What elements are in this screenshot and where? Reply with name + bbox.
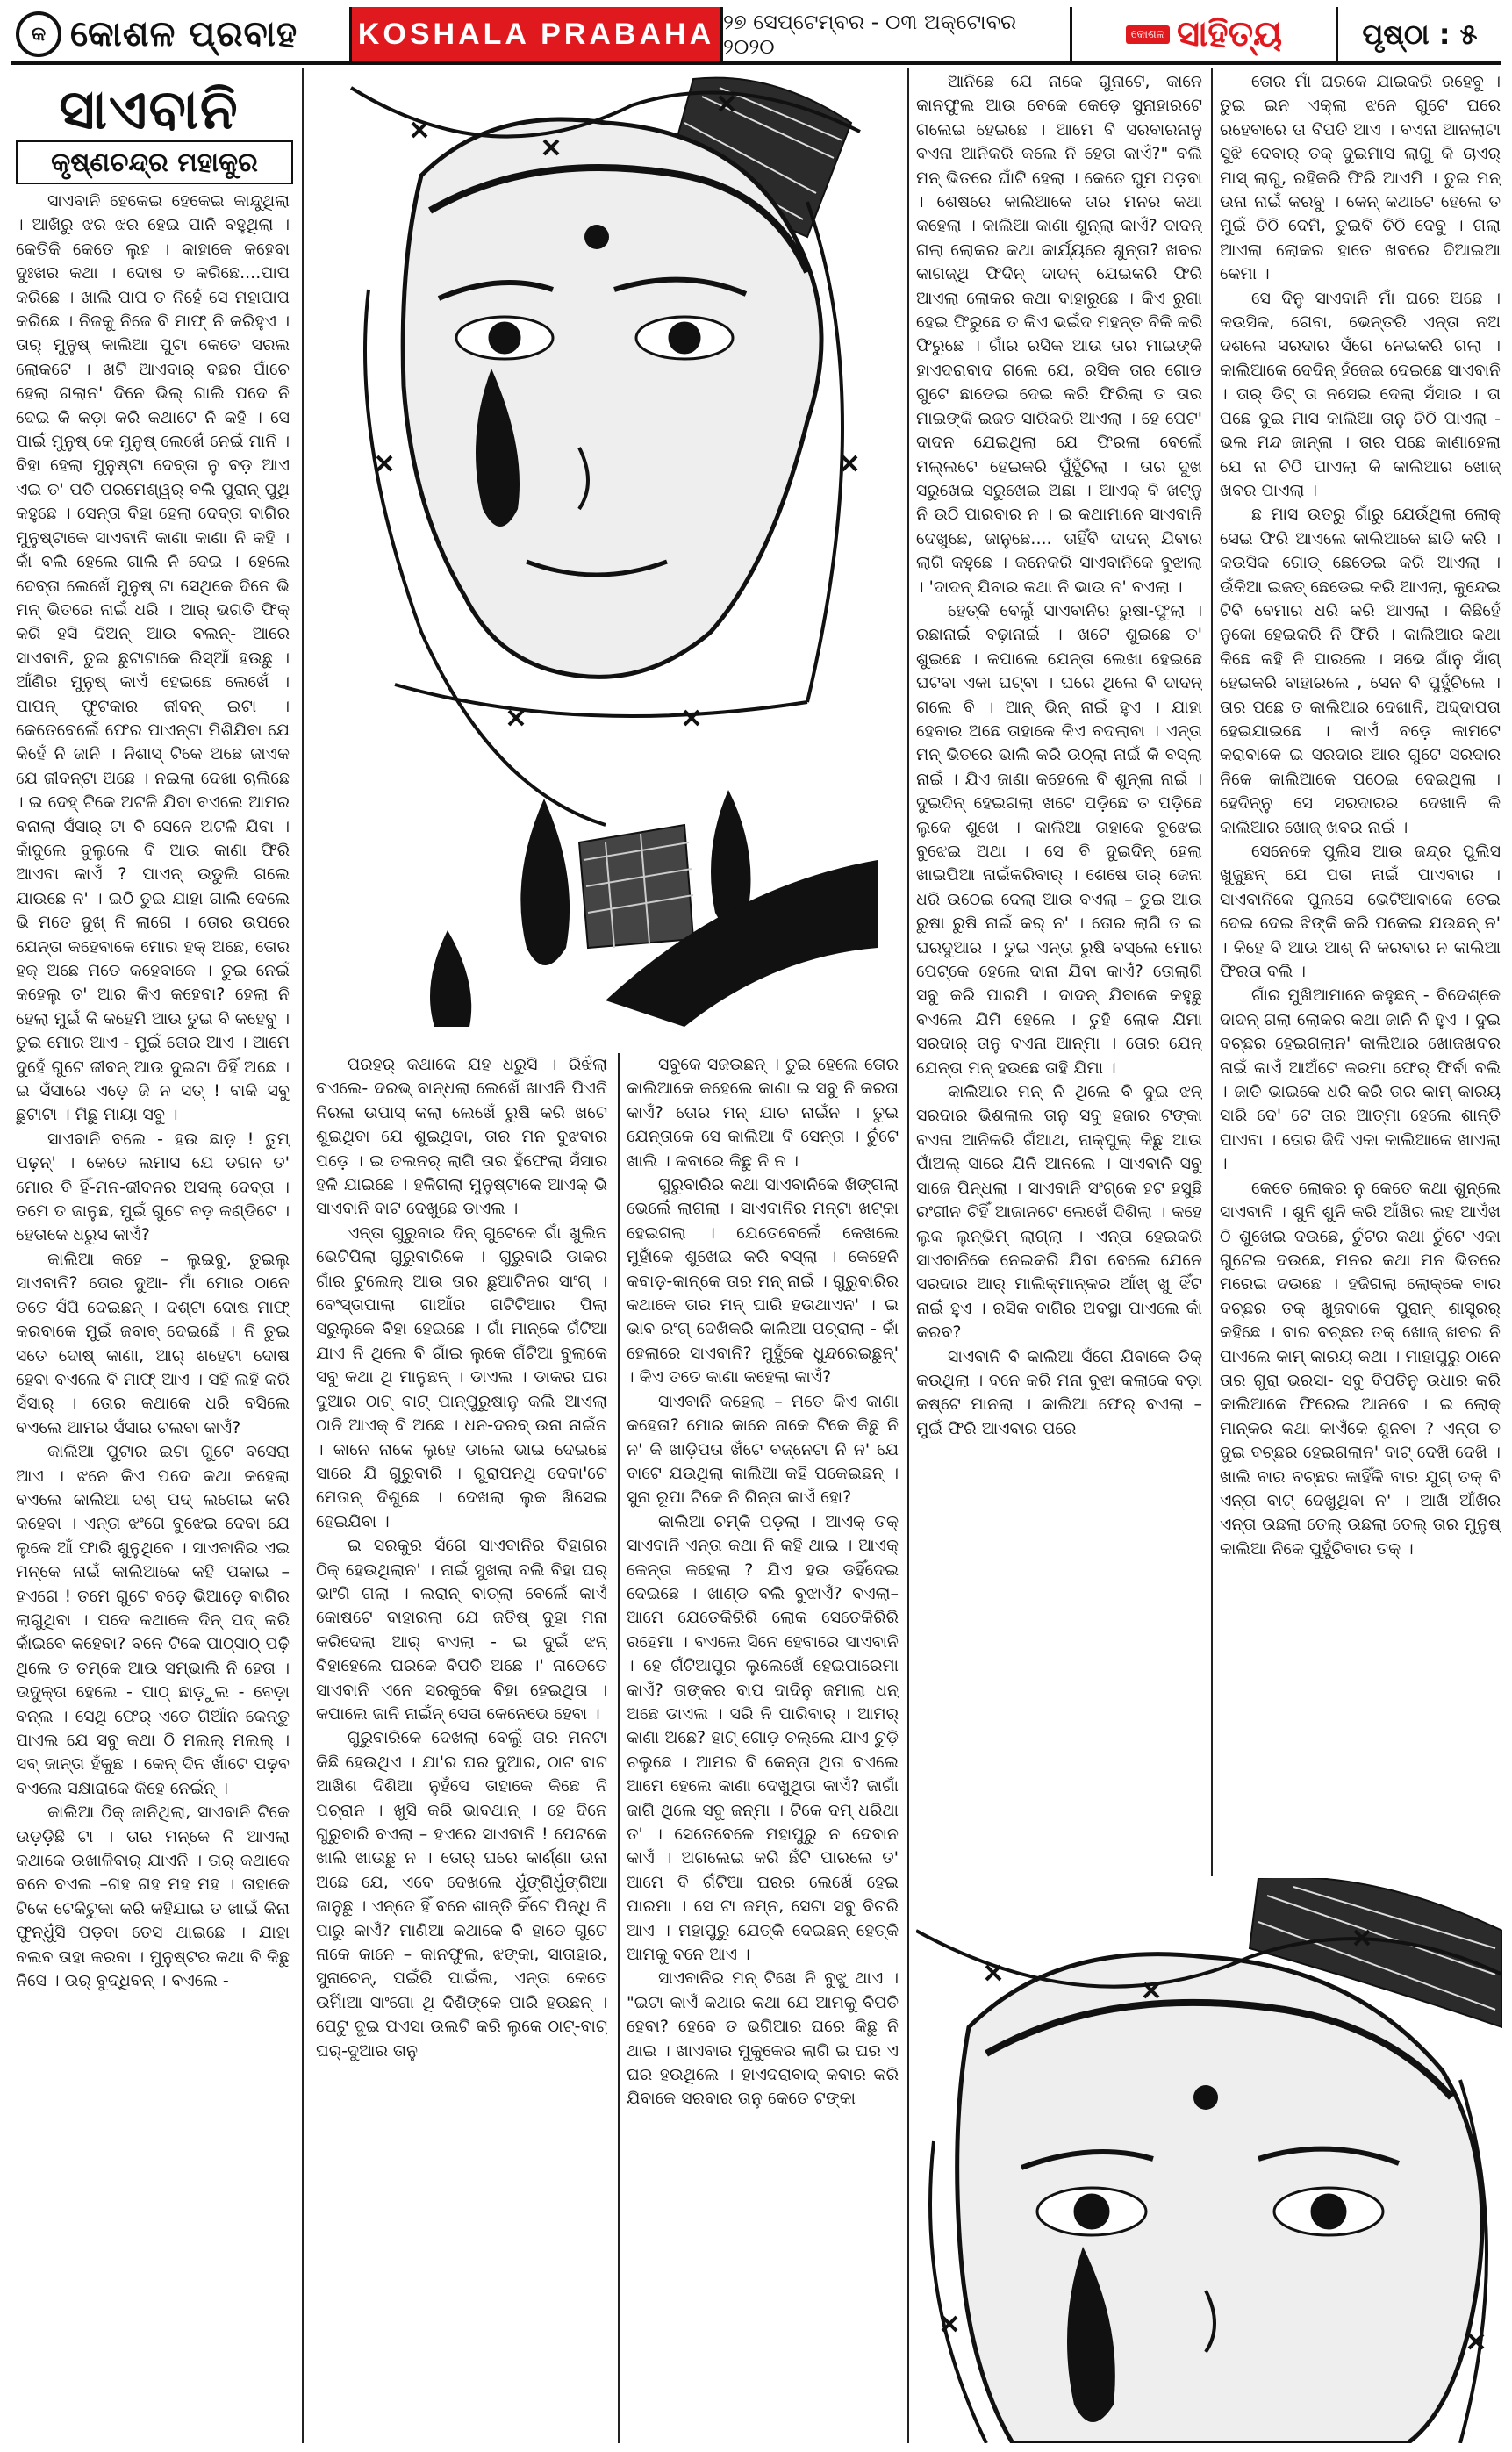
issue-date: ୨୭ ସେପ୍ଟେମ୍ବର - ୦୩ ଅକ୍ଟୋବର ୨୦୨୦ (723, 7, 1072, 61)
paragraph: ସାଏବାନିର ମନ୍ ଟିଖେ ନି ବୁଝୁ ଥାଏ । "ଇଟା କାଏଁ କଥାର କଥା ଯେ ଆମକୁ ବିପତି ହେବା? ହେବେ ତ ଭଗିଆର ଘରେ କିଛୁ ନି ଥାଇ । ଖାଏବାର ମୁକୁକେର ଲାଗି ଇ ଘର ଏ ଘର ହଉଥିଲେ । ହାଏଦରାବାଦ୍ କବାର କରି ଯିବାକେ ସରବାର ତାନୁ କେତେ ଟଙ୍କା (627, 1968, 899, 2109)
logo-emblem-icon: କ (16, 11, 61, 57)
paragraph: ସାଏବାନି ବି କାଲିଆ ସଁଗେ ଯିବାକେ ଡିକ୍ କଉଥିଲା । ବନେ କରି ମନା ବୁଝା କଲାକେ ବଡ଼ା କଷ୍ଟେ ମାନଲା । କାଲିଆ ଫେର୍ ବଏଲା – ମୁଇଁ ଫିରି ଆଏବାର ପରେ (916, 1346, 1202, 1438)
page-number: ପୃଷ୍ଠା : ୫ (1362, 17, 1478, 51)
paragraph: ଗାଁର ମୁଖିଆମାନେ କହୁଛନ୍ - ବିଦେଶ୍କେ ଦାଦନ୍ ଗଲା ଲୋକର କଥା ଜାନି ନି ହୁଏ । ଦୁଇ ବଚ୍ଛର ହେଇଗଲାନ' କାଲିଆର ଖୋଜଖବର ନାଇଁ କାଏଁ ଆଅଁଟେ କରମା ଫେର୍ ଫିର୍ବା ବଲି । ଜାତି ଭାଇକେ ଧରି କରି ତାର କାମ୍ କାରୟ ସାରି ଦେ' ଟେ ତାର ଆତ୍ମା ହେଲେ ଶାନ୍ତି ପାଏବା । ତୋର ଜିଦି ଏକା କାଲିଆକେ ଖାଏଲା । (1220, 986, 1501, 1174)
paragraph: ଛ ମାସ ଉତରୁ ଗାଁରୁ ଯେଉଁଥିଲା ଲୋକ୍ ସେଇ ଫିରି ଆଏଲେ କାଲିଆକେ ଛାଡି କରି । କଉସିକ ଗୋଡ୍ ଛେଡେଇ କରି ଆଏଲା । ଉଁକିଆ ଇଜତ୍ ଛେଡେଇ କରି ଆଏଲା, କୁନ୍ଦେଇ ଟିବି ବେମାର ଧରି କରି ଆଏଲା । କିଛିହେଁ ନୁକୋ ହେଇକରି ନି ଫିରି । କାଲିଆର କଥା କିଛେ କହି ନି ପାରଲେ । ସଭେ ଗାଁନୁ ସାଁଗ୍ ହେଇକରି ବାହାରଲେ , ସେନ ବି ପୁହୁଁଚିଲେ । ତାର ପଛେ ତ କାଲିଆର ଦେଖାନି, ଅଦ୍ଦ୍ଦାପତା ହେଇଯାଇଛେ । କାଏଁ ବଡ଼େ କାମଟେ କରାବାକେ ଇ ସରଦାର ଆର ଗୁଟେ ସରଦାର ନିକେ କାଲିଆକେ ପଠେଇ ଦେଇଥିଲା । ହେଦିନ୍ନୁ ସେ ସରଦାରର ଦେଖାନି କି କାଲିଆର ଖୋଜ୍ ଖବର ନାଇଁ । (1220, 505, 1501, 837)
hatched-block (579, 825, 693, 948)
author-byline: କୃଷ୍ଣଚନ୍ଦ୍ର ମହାକୁର (16, 140, 293, 184)
paragraph: କାଲିଆ ଠିକ୍ ଜାନିଥିଲା, ସାଏବାନି ଟିକେ ଉଡ଼ଡ଼ିଛି ଟା । ତାର ମନ୍କେ ନି ଆଏଲା କଥାକେ ଉଖାଳିବାର୍ ଯାଏନି । ତାର୍ କଥାକେ ବନେ ବଏଲ –ଗହ ଗହ ମହ ମହ । ତାହାକେ ଟିକେ ଟେକିଟୁକା କରି କହିଯାଇ ତ ଖାଇଁ କିନା ଫୁନ୍ଧୁଁସି ପଡ଼ବା ତେସ ଥାଇଛେ । ଯାହା ବଲବ ତାହା କରବା । ମୁନୁଷ୍ଟର କଥା ବି କିଛୁ ନିସେ । ଉର୍ ବୁଦ୍ଧିବନ୍ । ବଏଲେ - (16, 1803, 290, 1991)
paragraph: ସାଏବାନି କହେଲା – ମତେ କିଏ କାଣା କହେତା? ମୋର କାନେ ନାକେ ଟିକେ କିଛୁ ନି ନ' କି ଖାଡ଼ିପତା ଖଁଟେ ବଜ୍ନେଟା ନି ନ' ଯେ ବାଟେ ଯଉଥିଲା କାଲିଆ କହି ପକେଇଛନ୍ । ସୁନା ରୂପା ଟିକେ ନି ଗିନ୍ତା କାଏଁ ହୋ? (627, 1391, 899, 1508)
paragraph: ସବୁକେ ସଜଉଛନ୍ । ତୁଇ ହେଲେ ତୋର କାଲିଆକେ କହେଲେ କାଣା ଇ ସବୁ ନି କରତା କାଏଁ? ତୋର ମନ୍ ଯାଚ ନାଇଁନ । ତୁଇ ଯେନ୍ତାକେ ସେ କାଲିଆ ବି ସେନ୍ତା । ଚୁଁଟେ ଖାଲି । କବାରେ କିଛୁ ନି ନ । (627, 1055, 899, 1171)
paragraph: ତୋର ମାଁ ଘରକେ ଯାଇକରି ରହେବୁ । ତୁଇ ଇନ ଏକ୍ଲା ଝନେ ଗୁଟେ ଘରେ ରହେବାରେ ତା ବିପତି ଆଏ । ବଏନା ଆନଲାଟା ସୁଝି ଦେବାର୍ ତକ୍ ଦୁଇମାସ ଲାଗୁ କି ଚାଏର୍ ମାସ୍ ଲାଗୁ, ରହିକରି ଫିରି ଆଏମି । ତୁଇ ମନ୍ ଉନା ନାଇଁ କରବୁ । କେନ୍ କଥାଟେ ହେଲେ ତ ମୁଇଁ ଚିଠି ଦେମି, ତୁଇବି ଚିଠି ଦେବୁ । ଗଲା ଆଏଲା ଲୋକର ହାତେ ଖବରେ ଦିଆଇଆ କେମା । (1220, 72, 1501, 284)
paragraph: ସେନେକେ ପୁଲିସ ଆଉ ଜନ୍ଦ୍ର ପୁଲିସ ଖୁଜୁଛନ୍ ଯେ ପତା ନାଇଁ ପାଏବାର । ସାଏବାନିକେ ପୁଲସେ ଭେଟିଆବାକେ ତେଇ ଦେଇ ଦେଇ ଝିଙ୍କି କରି ପକେଇ ଯଉଛନ୍ ନ' । କିହେ ବି ଆଉ ଆଶ୍ ନି କରବାର ନ କାଲିଆ ଫିରତା ବଲି । (1220, 842, 1501, 982)
article-column-5 (1220, 70, 1501, 1869)
article-column-4 (916, 70, 1202, 1869)
story-illustration-repeat (916, 1878, 1502, 2443)
masthead (11, 7, 1501, 65)
story-illustration (316, 70, 895, 1044)
paragraph: କେତେ ଲୋକର ନୁ କେତେ କଥା ଶୁନ୍ଲେ ସାଏବାନି । ଶୁନି ଶୁନି କରି ଆଁଖିର ଲହ ଆଏଁଖ ଠି ଶୁଖେଇ ଦଉଛେ, ଚୁଁଟର କଥା ଚୁଁଟେ ଏକା ଗୁଟେଇ ଦଉଛେ, ମନର କଥା ମନ ଭିତରେ ମରେଇ ଦଉଛେ । ହଜିଗଲା ଲୋକ୍କେ ବାର ବଚ୍ଛର ତକ୍ ଖୁଜବାକେ ପୁରାନ୍ ଶାସ୍ତ୍ରର୍ କହିଛେ । ବାର ବଚ୍ଛର ତକ୍ ଖୋଜ୍ ଖବର ନି ପାଏଲେ କାମ୍ କାରୟ କଥା । ମାହାପୁରୁ ଠାନେ ତାର ଗୁରା ଭରସା- ସବୁ ବିପତିନୁ ଉଧାର କରି କାଲିଆକେ ଫିରେଇ ଆନବେ । ଇ ଲୋକ୍ ମାନ୍କର କଥା କାଏଁକେ ଶୁନବା ? ଏନ୍ତା ତ ଦୁଇ ବଚ୍ଛର ହେଇଗଲାନ' ବାଟ୍ ଦେଖି ଦେଖି । ଖାଲି ବାର ବଚ୍ଛର କାହିଁକି ବାର ଯୁଗ୍ ତକ୍ ବି ଏନ୍ତା ବାଟ୍ ଦେଖୁଥିବା ନ' । ଆଖି ଆଁଖିର ଏନ୍ତା ଉଛଲା ତେଲ୍ ଉଛଲା ତେଲ୍ ତାର ମୁନୁଷ୍ କାଲିଆ ନିକେ ପୁହୁଁଚିବାର ତକ୍ । (1220, 1178, 1501, 1559)
paragraph: କାଲିଆର ମନ୍ ନି ଥିଲେ ବି ଦୁଇ ଝନ୍ ସରଦାର ଭିଶଲାଲ ତାନୁ ସବୁ ହଜାର ଟଙ୍କା ବଏନା ଆନିକରି ଗଁଆଥ, ନାକ୍ପୁଲ୍ କିଛୁ ଆଉ ପାଁଅଲ୍ ସାରେ ଯିନି ଆନଲେ । ସାଏବାନି ସବୁ ସାଜେ ପିନ୍ଧଲା । ସାଏବାନି ସଂଗ୍କେ ହଟ ହସୁଛି ରଂଗୀନ ଚିହିଁ ଆଜାନଟେ ଲେଖେଁ ଦିଶିଲା । କହେ ଲୁକ ଲୁନ୍ଭିମ୍ ଲାଗ୍ଲା । ଏନ୍ତା ହେଇକରି ସାଏବାନିକେ ନେଇକରି ଯିବା ବେଲେ ଯେନେ ସରଦାର ଆର୍ ମାଲିକ୍ମାନ୍କର ଆଁଖ୍ ଖୁ ଝିଁଟ ନାଇଁ ହୁଏ । ରସିକ ବାଗିର ଅବସ୍ଥା ପାଏଲେ କାଁ କରବ? (916, 1082, 1202, 1343)
paragraph: ଇ ସରକୁର ସଁଗେ ସାଏବାନିର ବିହାଗର ଠିକ୍ ହେଉଥିଲାନ' । ନାଇଁ ସୁଖଲା ବଲି ବିହା ଘର୍ ଭାଂଗି ଗଲା । ଲରାନ୍ ବାତ୍ଲା ବେଲେଁ କାଏଁ କୋଷଟେ ବାହାରଲା ଯେ ଜତିଷ୍ ଦୁହା ମନା କରିଦେଲା ଆର୍ ବଏଲା - ଇ ଦୁଇଁ ଝନ୍ ବିହାହେଲେ ଘରକେ ବିପତି ଅଛେ ।' ନାଡେତେ ସାଏବାନି ଏନେ ସରକୁକେ ବିହା ହେଇଥିତା । କପାଲେ ଜାନି ନାଇଁନ୍ ସେତା କେନେଭେ ହେବା । (316, 1536, 607, 1724)
bindi-dot (584, 225, 609, 249)
article-column-3 (627, 1053, 899, 2440)
paragraph: ସାଏବାନି ବଲେ - ହଉ ଛାଡ଼ ! ତୁମ୍ ପଢ଼ନ୍' । କେତେ ଲମାସ ଯେ ଡଗନ ତ' ମୋର ବି ହିଁ-ମନ-ଜୀବନର ଅସଲ୍ ଦେବ୍ତା । ତମେ ତ ଜାନୁଛ, ମୁଇଁ ଗୁଟେ ବଡ଼ କଣ୍ଡିଟେ । ହେତାକେ ଧରୁସ କାଏଁ? (16, 1129, 290, 1245)
paragraph: ହେତ୍କି ବେଲୁଁ ସାଏବାନିର ରୁଷା-ଫୁଲା । ରଛାନାଇଁ ବଢ଼ାନାଇଁ । ଖଟେ ଶୁଇଛେ ତ' ଶୁଇଛେ । କପାଲେ ଯେନ୍ତା ଲେଖା ହେଇଛେ ଘଟବା ଏକା ଘଟ୍ବା । ଘରେ ଥିଲେ ବି ଦାଦନ୍ ଗଲେ ବି । ଆନ୍ ଭିନ୍ ନାଇଁ ହୁଏ । ଯାହା ହେବାର ଅଛେ ତାହାକେ କିଏ ବଦଲାବା । ଏନ୍ତା ମନ୍ ଭିତରେ ଭାଲି କରି ଉଠ୍ଲା ନାଇଁ କି ବସ୍ଲା ନାଇଁ । ଯିଏ ଜାଣା କହେଲେ ବି ଶୁନ୍ଲା ନାଇଁ । ଦୁଇଦିନ୍ ହେଇଗଲା ଖଟେ ପଡ଼ିଛେ ତ ପଡ଼ିଛେ ଲୁକେ ଶୁଖେ । କାଲିଆ ତାହାକେ ବୁଝେଇ ବୁଝେଇ ଅଥା । ସେ ବି ଦୁଇଦିନ୍ ହେଲା ଖାଇପିଆ ନାଇଁକରିବାର୍ । ଶେଷେ ତାର୍ ଜେନା ଧରି ଉଠେଇ ଦେଲା ଆଉ ବଏଲା – ତୁଇ ଆଉ ରୁଷା ରୁଷି ନାଇଁ କର୍ ନ' । ତୋର ଲାଗି ତ ଇ ଘରଦୁଆର । ତୁଇ ଏନ୍ତା ରୁଷି ବସ୍ଲେ ମୋର ପେଟ୍କେ ହେଲେ ଦାନା ଯିବା କାଏଁ? ତୋଲାଗି ସବୁ କରି ପାରମି । ଦାଦନ୍ ଯିବାକେ କହୁଛୁ ବଏଲେ ଯିମି ହେଲେ । ତୁହି ଲୋକ ଯିମା ସରଦାର୍ ତାନୁ ବଏନା ଆନ୍ମା । ତୋର ଯେନ୍ ଯେନ୍ତା ମନ୍ ହଉଛେ ତାହି ଯିମା । (916, 600, 1202, 1078)
paragraph: ଗୁରୁବାରିକେ ଦେଖଲା ବେଲୁଁ ତାର ମନଟା କିଛି ହେଉଥିଏ । ଯା'ର ଘର ଦୁଆର, ଠାଟ ବାଟ ଆଖିଶ ଦିଶିଆ ନୁହଁସେ ତାହାକେ କିଛେ ନି ପଚ୍ରାନ । ଖୁସି କରି ଭାବଥାନ୍ । ହେ ଦିନେ ଗୁରୁବାରି ବଏଲା – ହଏରେ ସାଏବାନି ! ପେଟକେ ଖାଲି ଖାଉଛୁ ନ । ତୋର୍ ଘରେ କାର୍ଣ୍ଣା ଉନା ଅଛେ ଯେ, ଏବେ ଦେଖଲେ ଧୁଁଙ୍ଗିଧୁଁଙ୍ଗିଆ ଜାନୁଛୁ । ଏନ୍ତେ ହିଁ ବନେ ଶାନ୍ତି କିଁଟେ ପିନ୍ଧି ନି ପାରୁ କାଏଁ? ମାଣିଆ କଥାକେ ବି ହାତେ ଗୁଟେ ନାକେ କାନେ – କାନଫୁଲ, ଝଙ୍କା, ସାତାହାର, ସୁନାଚେନ୍, ପଇଁରି ପାଇଁଲ, ଏନ୍ତା କେତେ ଉର୍ମାଁଆ ସାଂଗୋ ଥି ଦିଶିଙ୍କେ ପାରି ହଉଛନ୍ । ପେଟୁ ଦୁଇ ପଏସା ଉଲଟି କରି ଲୁକେ ଠାଟ୍-ବାଟ୍ ଘର୍-ଦୁଆର ତାନୁ (316, 1728, 607, 2061)
paragraph: କାଲିଆ ପୁଟାର ଇଟା ଗୁଟେ ବସେରା ଆଏ । ଝନେ କିଏ ପଦେ କଥା କହେଲା ବଏଲେ କାଲିଆ ଦଶ୍ ପଦ୍ ଲଗେଇ କରି କହେବା । ଏନ୍ତା ଝଂଗେ ବୁଝେଇ ଦେବା ଯେ ଲୁକେ ଆଁ ଫାରି ଶୁନୁଥିବେ । ସାଏବାନିର ଏଇ ମନ୍କେ ନାଇଁ କାଲିଆକେ କହି ପକାଇ – ହଏଗେ ! ତମେ ଗୁଟେ ବଡ଼େ ଭିଆଡ଼େ ବାଗିର ଲାଗୁଥିବା । ପଦେ କଥାକେ ଦିନ୍ ପଦ୍ କରି କାଁଇବେ କହେବା? ବନେ ଟିକେ ପାଠ୍ସାଠ୍ ପଢ଼ି ଥିଲେ ତ ତମ୍କେ ଆଉ ସମ୍ଭାଲି ନି ହେତା । ଉଦୁକ୍ତା ହେଲେ - ପାଠ୍ ଛାଡ଼ୁଲ - ବେଡ଼ା ବନ୍ଲ । ସେଥି ଫେର୍ ଏତେ ଗିଆଁନ କେନ୍ତୁ ପାଏଲ ଯେ ସବୁ କଥା ଠି ମଲଲ୍ ମଲଲ୍ । ସବ୍ ଜାନ୍ତା ହଁକୁଛ । କେନ୍ ଦିନ ଖାଁଟେ ପଢ଼ବ ବଏଲେ ସକ୍ଷାରାକେ କିହେ ନେଇଁନ୍ । (16, 1442, 290, 1798)
paragraph: ଏନ୍ତା ଗୁରୁବାର ଦିନ୍ ଗୁଟେକେ ଗାଁ ଖୁଲିନ ଭେଟିପିଲା ଗୁରୁବାରିକେ । ଗୁରୁବାରି ଡାକର ଗାଁର ଟୁଲେଲ୍ ଆଉ ତାର ଛୁଆଟିନର ସାଂଗ୍ । ବେଂସ୍ତାପାଲା ଗାଆଁର ଗଟିଟିଆର ପିଲା ସରୁଲୁକେ ବିହା ହେଇଛେ । ଗାଁ ମାନ୍କେ ଗଁଟିଆ ଯାଏ ନି ଥିଲେ ବି ଗାଁଇ ଲୁକେ ଗଁଟିଆ ବୁଲାକେ ସବୁ କଥା ଥି ମାନୁଛନ୍ । ଡାଏଲ । ଡାକର ଘର ଦୁଆର ଠାଟ୍ ବାଟ୍ ପାନ୍ପୁରୁଷାନୁ କଲି ଆଏଲା ଠାନି ଆଏକ୍ ବି ଅଛେ । ଧନ-ଦରବ୍ ଉନା ନାଇଁନ । କାନେ ନାକେ ଲୁହେ ଡାଲେ ଭାଇ ଦେଇଛେ ସାରେ ଯି ଗୁରୁବାରି । ଗୁରାପନଥି ଦେବା'ଟେ ମେତାନ୍ ଦିଶୁଛେ । ଦେଖଲା ଲୁକ ଖିସେଇ ହେଇଯିବା । (316, 1222, 607, 1531)
section-badge: କୋଶଳ (1126, 25, 1170, 44)
logo-text: କୋଶଳ ପ୍ରବାହ (70, 14, 298, 54)
paragraph: ଆନିଛେ ଯେ ନାକେ ଗୁନାଟେ, କାନେ କାନଫୁଲ ଆଉ ବେକେ କେଡ଼େ ସୁନାହାରଟେ ଗଲେଇ ହେଇଛେ । ଆମେ ବି ସରବାରନାନୁ ବଏନା ଆନିକରି କଲେ ନି ହେତା କାଏଁ?" ବଲି ମନ୍ ଭିତରେ ଘାଁଟି ହେଲା । କେତେ ଘୁମ ପଡ଼ବା । ଶେଷରେ କାଲିଆକେ ତାର ମନର କଥା କହେଲା । କାଲିଆ କାଣା ଶୁନ୍ଲା କାଏଁ? ଦାଦନ୍ ଗଲା ଲୋକର କଥା କାର୍ଯ୍ୟରେ ଶୁନ୍ତା? ଖବର କାଗଜ୍ଥି ଫିଦିନ୍ ଦାଦନ୍ ଯେଇକରି ଫିରି ଆଏଲା ଲୋକର କଥା ବାହାରୁଛେ । କିଏ ରୁଗା ହେଇ ଫିରୁଛେ ତ କିଏ ଭଇଁଦ ମହନ୍ତ ବିକି କରି ଫିରୁଛେ । ଗାଁର ରସିକ ଆଉ ତାର ମାଇଙ୍କି ହାଏଦରାବାଦ ଗଲେ ଯେ, ରସିକ ତାର ଗୋଡ ଗୁଟେ ଛାଡେଇ ଦେଇ କରି ଫିରିଲା ତ ତାର ମାଇଙ୍କି ଇଜତ ସାରିକରି ଆଏଲା । ହେ ପେଟ' ଦାଦନ ଯେଇଥିଲା ଯେ ଫିରଲା ବେଲେଁ ମଲ୍ଲଟେ ହେଇକରି ପୁଁହୁଁଚିଲା । ତାର ଦୁଖ ସରୁଖେଇ ସରୁଖେଇ ଅଛା । ଆଏକ୍ ବି ଖଟ୍ନୁ ନି ଉଠି ପାରବାର ନ । ଇ କଥାମାନେ ସାଏବାନି ଦେଖୁଛେ, ଜାନୁଛେ.... ତାହିଁବି ଦାଦନ୍ ଯିବାର ଲାଗି କହୁଛେ । କନେକରି ସାଏବାନିକେ ବୁଝାଲା । 'ଦାଦନ୍ ଯିବାର କଥା ନି ଭାଉ ନ' ବଏଲା । (916, 72, 1202, 597)
english-title: KOSHALA PRABAHA (352, 7, 723, 61)
paragraph: କାଲିଆ କହେ – ଲୁଇବୁ, ତୁଇଲୁ ସାଏବାନି? ତୋର ଦୁଆ- ମାଁ ମୋର ଠାନେ ତତେ ସଁପି ଦେଇଛନ୍ । ଦଶ୍ଟା ଦୋଷ ମାଫ୍ କରବାକେ ମୁଇଁ ଜବାବ୍ ଦେଇଛେଁ । ନି ତୁଇ ସତେ ଦୋଷ୍ କାଣା, ଆର୍ ଶହେଟା ଦୋଷ ହେବା ବଏଲେ ବି ମାଫ୍ ଆଏ । ସହି ଲହି କରି ସଁସାର୍ । ତୋର କଥାକେ ଧରି ବସିଲେ ବଏଲେ ଆମର ସଁସାର ଚଲବା କାଏଁ? (16, 1249, 290, 1438)
column-rule (302, 68, 304, 2443)
column-rule (1211, 68, 1213, 1876)
paragraph: କାଲିଆ ଚମ୍କି ପଡ଼ଲା । ଆଏକ୍ ତକ୍ ସାଏବାନି ଏନ୍ତା କଥା ନି କହି ଥାଇ । ଆଏକ୍ କେନ୍ତା କହେଲା ? ଯିଏ ହଉ ଡହିଁଦେଇ ଦେଇଛେ । ଖାଣ୍ଡ ବଲି ବୁଝାଏଁ? ବଏଲା– ଆମେ ଯେତେକିରିରି ଲୋକ ସେତେକିରିରି ରହେମା । ବଏଲେ ସିନେ ହେବାରେ ସାଏବାନି । ହେ ଗଁଟିଆପୁର ଲୁଲେଖେଁ ହେଇପାରେମା କାଏଁ? ତାଙ୍କର ବାପ ଦାଦିନୁ ଜମାଲା ଧନ୍ ଅଛେ ଡାଏଲ । ସରି ନି ପାରିବାର୍ । ଆମର୍ କାଣା ଅଛେ? ହାଟ୍ ଗୋଡ଼ ଚଲ୍ଲେ ଯାଏ ଚୁଡ଼ି ଚଲୁଛେ । ଆମର ବି କେନ୍ତା ଥିତା ବଏଲେ ଆମେ ହେଲେ କାଣା ଦେଖୁଥିତା କାଏଁ? ଜାଗାଁ ଜାଗି ଥିଲେ ସବୁ ଜନ୍ମା । ଟିକେ ଦମ୍ ଧରିଥା ତ' । ସେତେବେଳେ ମହାପୁରୁ ନ ଦେବାନ କାଏଁ । ଅଗଲେଇ କରି ଛଁଟି ପାରଲେ ତ' ଆମେ ବି ଗଁଟିଆ ଘରର ଲେଖେଁ ହେଇ ପାରମା । ସେ ଟା ଜମ୍ନ, ସେଟା ସବୁ ବିଚରି ଆଏ । ମହାପୁରୁ ଯେତ୍କି ଦେଇଛନ୍ ହେତ୍କି ଆମକୁ ବନେ ଆଏ । (627, 1511, 899, 1965)
article-column-2 (316, 1053, 607, 2440)
paragraph: ଗୁରୁବାରିର କଥା ସାଏବାନିକେ ଖିଙ୍ଗଲା ଭେଲେଁ ଲାଗଲା । ସାଏବାନିର ମନ୍ଟା ଖଟ୍କା ହେଇଗଲା । ଯେତେବେଲେଁ କେଖଲେ ମୁହାଁକେ ଶୁଖେଇ କରି ବସ୍ଲା । କେହେନି କବାଡ଼-କାନ୍କେ ତାର ମନ୍ ନାଇଁ । ଗୁରୁବାରିର କଥାକେ ତାର ମନ୍ ଘାରି ହଉଥାଏନ' । ଇ ଭାବ ରଂଗ୍ ଦେଖିକରି କାଲିଆ ପଚ୍ରାଲା - କାଁ ହେଲାରେ ସାଏବାନି? ମୁହୁଁକେ ଧୁନ୍ଦରେଇଛୁନ୍' । କିଏ ତତେ କାଣା କହେଲା କାଏଁ? (627, 1175, 899, 1387)
story-title: ସାଏବାନି (59, 77, 240, 141)
bindi-dot (1193, 2085, 1218, 2110)
section-header (1072, 7, 1338, 61)
paragraph: ପରହର୍ କଥାକେ ଯହ ଧରୁସି । ରିଝଁଲା ବଏଲେ- ଦରଭ୍ ବାନ୍ଧଲା ଲେଖେଁ ଖାଏନି ପିଏନି ନିରଳା ଉପାସ୍ କଲା ଲେଖେଁ ରୁଷି କରି ଖଟେ ଶୁଇଥିବା ଯେ ଶୁଇଥିବା, ତାର ମନ ବୁଝବାର ପଡ଼େ । ଇ ତଲନର୍ ଲାଗି ତାର ହଁଫେଲା ସଁସାର ହଳି ଯାଇଛେ । ହଳିଗଲା ମୁନୁଷ୍ଟାକେ ଆଏକ୍ ଭି ସାଏବାନି ବାଟ ଦେଖୁଛେ ଡାଏଲ । (316, 1055, 607, 1219)
column-rule (618, 1053, 620, 2443)
section-title: ସାହିତ୍ୟ (1177, 14, 1283, 54)
column-rule (907, 68, 909, 2443)
article-column-1 (16, 190, 290, 2440)
paragraph: ସେ ଦିନୁ ସାଏବାନି ମାଁ ଘରେ ଅଛେ । କଉସିକ, ଗେବା, ଭେନ୍ତରି ଏନ୍ତା ନଅ ଦଶଲେ ସରଦାର ସଁଗେ ନେଇକରି ଗଲା । କାଲିଆକେ ଦେଦିନ୍ ହଁଜେଇ ଦେଇଛେ ସାଏବାନି । ତାର୍ ଡିଟ୍ ତା ନସେଇ ଦେଲା ସଁସାର । ତା ପଛେ ଦୁଇ ମାସ କାଲିଆ ତାନୁ ଚିଠି ପାଏଲା - ଭଲ ମନ୍ଦ ଜାନ୍ଲା । ତାର ପଛେ କାଣାହେଲା ଯେ ନା ଚିଠି ପାଏଲା କି କାଲିଆର ଖୋଜ୍ ଖବର ପାଏଲା । (1220, 288, 1501, 500)
paragraph: ସାଏବାନି ହେକେଇ ହେକେଇ କାନ୍ଦୁଥିଲା । ଆଖିରୁ ଝର ଝର ହେଇ ପାନି ବହୁଥିଲା । କେତିକି କେତେ ଲୁହ । କାହାକେ କହେବା ଦୁଃଖର କଥା । ଦୋଷ ତ କରିଛେ....ପାପ କରିଛେ । ଖାଲି ପାପ ତ ନିହେଁ ସେ ମହାପାପ କରିଛେ । ନିଜକୁ ନିଜେ ବି ମାଫ୍ ନି କରିହୁଏ । ତାର୍ ମୁନୁଷ୍ କାଲିଆ ପୁଟା କେତେ ସରଲ ଲୋକଟେ । ଖଟି ଆଏବାର୍ ବଛର ପାଁଚେ ହେଲା ଗଲାନ' ଦିନେ ଭିଲ୍ ଗାଲି ପଦେ ନି ଦେଇ କି କଡ଼ା କରି କଥାଟେ ନି କହି । ସେ ପାଇଁ ମୁନୁଷ୍ କେ ମୁନୁଷ୍ ଲେଖେଁ ନେଇଁ ମାନି । ବିହା ହେଲା ମୁନୁଷ୍ଟା ଦେବ୍ତା ନୁ ବଡ଼ ଆଏ ଏଇ ତ' ପତି ପରମେଶ୍ୱର୍ ବଲି ପୁରାନ୍ ପୁଥି କହୁଛେ । ସେନ୍ତା ବିହା ହେଲା ଦେବ୍ତା ବାଗିର ମୁନୁଷ୍ଟାକେ ସାଏବାନି କାଣା କାଣା ନି କହି । କାଁ ବଲି ହେଲେ ଗାଲି ନି ଦେଇ । ହେଲେ ଦେବ୍ତା ଲେଖେଁ ମୁନୁଷ୍ ଟା ସେଥିକେ ଦିନେ ଭି ମନ୍ ଭିତରେ ନାଇଁ ଧରି । ଆର୍ ଭଗତି ଫିକ୍ କରି ହସି ଦିଅନ୍ ଆଉ ବଲନ୍- ଆରେ ସାଏବାନି, ତୁଇ ଛୁଟାଟାକେ ରିସ୍ଆଁ ହଉଛୁ । ଆଁଣିର ମୁନୁଷ୍ କାଏଁ ହେଇଛେ ଲେଖେଁ । ପାପନ୍ ଫୁଟକାର ଜୀବନ୍ ଇଟା । କେତେବେଲେଁ ଫେର ପାଏନ୍ଟା ମିଶିଯିବା ଯେ କିହେଁ ନି ଜାନି । ନିଶାସ୍ ଟିକେ ଅଛେ ଜାଏକ ଯେ ଜୀବନ୍ଟା ଅଛେ । ନଇଲା ଦେଖା ଚାଲିଛେ । ଇ ଦେହ୍ ଟିକେ ଅଟଳି ଯିବା ବଏଲେ ଆମର ବନାଲା ସଁସାର୍ ଟା ବି ସେନେ ଅଟଳି ଯିବା । କାଁଦୁଲେ ବୁଲୁଲେ ବି ଆଉ କାଣା ଫିରି ଆଏବା କାଏଁ ? ପାଏନ୍ ଉଡୁଲି ଗଲେ ଯାଉଛେ ନ' । ଇଠି ତୁଇ ଯାହା ଗାଲି ଦେଲେ ଭି ମତେ ଦୁଖ୍ ନି ଲାଗେ । ତୋର ଉପରେ ଯେନ୍ତା କହେବାକେ ମୋର ହକ୍ ଅଛେ, ତୋର ହକ୍ ଅଛେ ମତେ କହେବାକେ । ତୁଇ ନେଇଁ କହେଲୁ ତ' ଆର କିଏ କହେବା? ହେଲା ନି ହେଲା ମୁଇଁ କି କହେମି ଆଉ ତୁଇ ବି କହେବୁ । ତୁଇ ମୋର ଆଏ - ମୁଇଁ ତୋର ଆଏ । ଆମେ ଦୁହେଁ ଗୁଟେ ଜୀବନ୍ ଆଉ ଦୁଇଟା ଦିହିଁ ଅଛେ । ଇ ସଁସାରେ ଏଡ଼େ ଜି ନ ସତ୍ ! ବାକି ସବୁ ଛୁଟାଟା । ମିଛୁ ମାୟା ସବୁ । (16, 191, 290, 1125)
newspaper-logo[interactable] (11, 7, 352, 61)
